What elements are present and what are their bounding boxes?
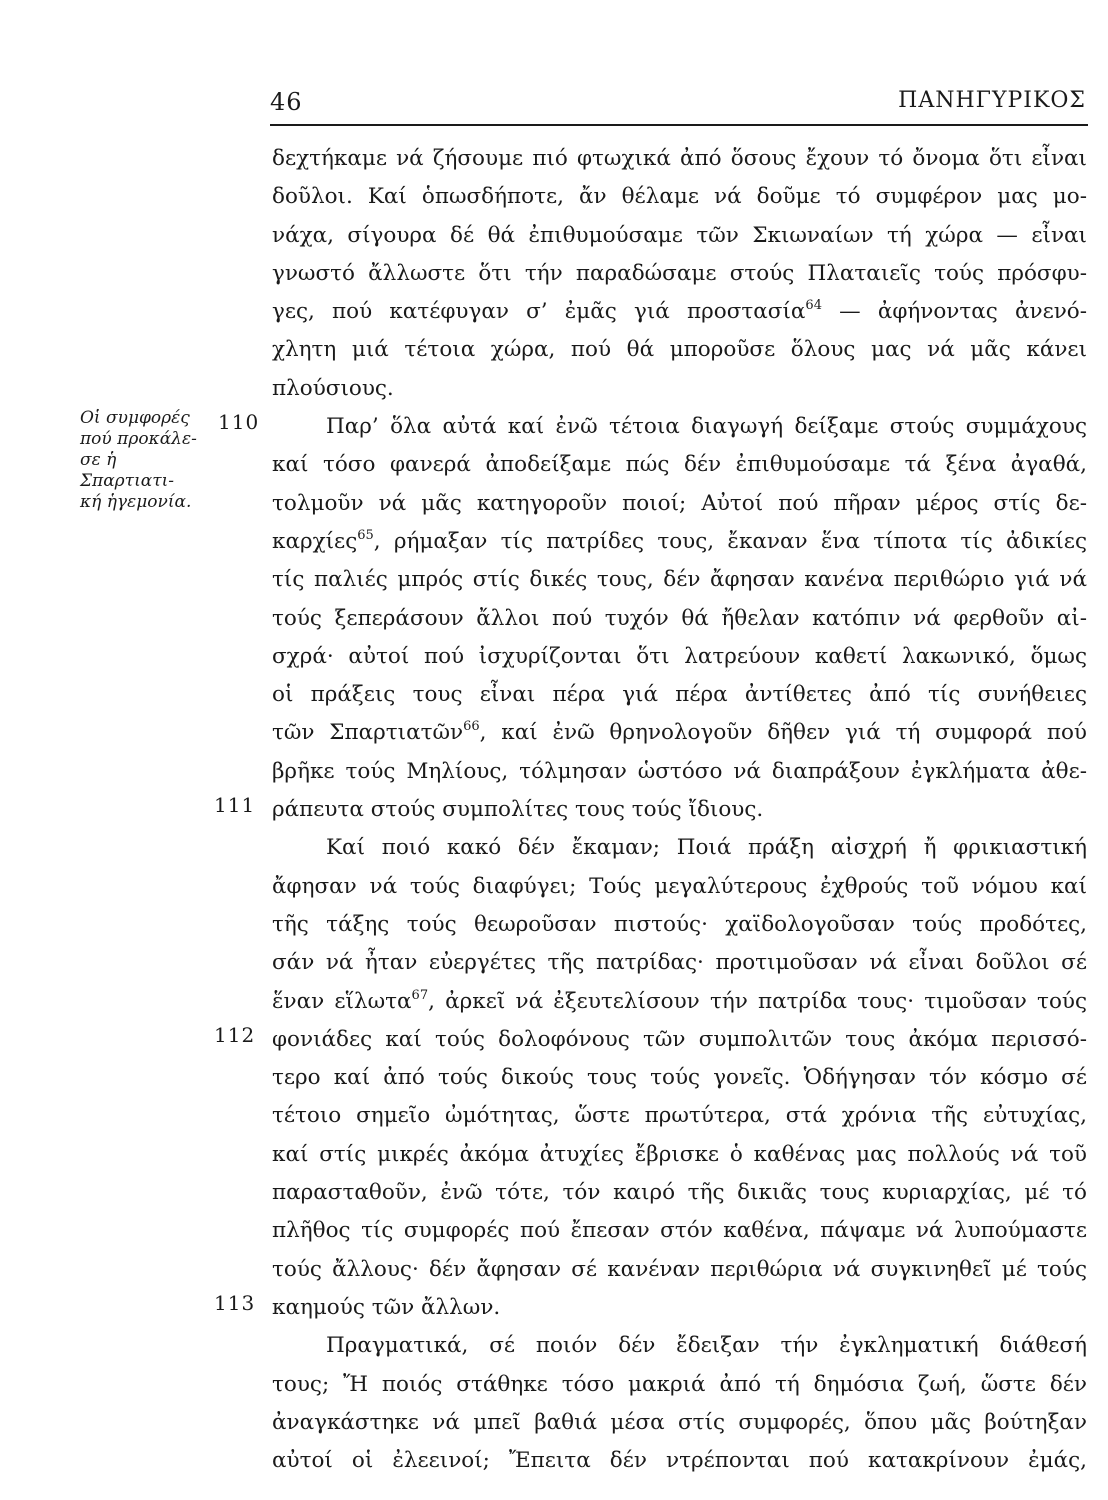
text-line: τους; Ἤ ποιός στάθηκε τόσο μακριά ἀπό τή δημόσια ζωή, ὥστε δέν	[272, 1371, 1087, 1397]
footnote-ref-65: 65	[357, 527, 374, 543]
text-segment: γες, πού κατέφυγαν σ’ ἐμᾶς γιά προστασία	[272, 299, 806, 325]
text-line: τολμοῦν νά μᾶς κατηγοροῦν ποιοί; Αὐτοί πού πῆραν μέρος στίς δε-	[272, 490, 1087, 516]
text-line	[272, 714, 1087, 752]
margin-note	[80, 408, 215, 513]
text-line: νάχα, σίγουρα δέ θά ἐπιθυμούσαμε τῶν Σκιωναίων τή χώρα — εἶναι	[272, 222, 1087, 248]
text-line: Παρ’ ὅλα αὐτά καί ἐνῶ τέτοια διαγωγή δείξαμε στούς συμμάχους	[326, 414, 1087, 440]
text-line: τερο καί ἀπό τούς δικούς τους τούς γονεῖς. Ὁδήγησαν τόν κόσμο σέ	[272, 1065, 1087, 1091]
text-line: πλῆθος τίς συμφορές πού ἔπεσαν στόν καθένα, πάψαμε νά λυπούμαστε	[272, 1218, 1087, 1244]
text-line: τέτοιο σημεῖο ὠμότητας, ὥστε πρωτύτερα, στά χρόνια τῆς εὐτυχίας,	[272, 1103, 1087, 1129]
text-segment: , ἀρκεῖ νά ἐξευτελίσουν τήν πατρίδα τους· τιμοῦσαν τούς	[428, 988, 1087, 1014]
text-line: ἀναγκάστηκε νά μπεῖ βαθιά μέσα στίς συμφορές, ὅπου μᾶς βούτηξαν	[272, 1409, 1087, 1435]
text-line: βρῆκε τούς Μηλίους, τόλμησαν ὡστόσο νά διαπράξουν ἐγκλήματα ἀθε-	[272, 758, 1087, 784]
text-line: καί τόσο φανερά ἀποδείξαμε πώς δέν ἐπιθυμούσαμε τά ξένα ἀγαθά,	[272, 452, 1087, 478]
text-line: καί στίς μικρές ἀκόμα ἀτυχίες ἔβρισκε ὁ καθένας μας πολλούς νά τοῦ	[272, 1141, 1087, 1167]
text-line: πλούσιους.	[272, 375, 394, 401]
text-line: παρασταθοῦν, ἐνῶ τότε, τόν καιρό τῆς δικιᾶς τους κυριαρχίας, μέ τό	[272, 1180, 1087, 1206]
running-title: ΠΑΝΗΓΥΡΙΚΟΣ	[898, 88, 1086, 113]
text-line: τῆς τάξης τούς θεωροῦσαν πιστούς· χαϊδολογοῦσαν τούς προδότες,	[272, 911, 1087, 937]
text-line: ράπευτα στούς συμπολίτες τους τούς ἴδιους.	[272, 797, 764, 823]
text-segment: — ἀφήνοντας ἀνενό-	[821, 299, 1087, 325]
text-line: τούς ἄλλους· δέν ἄφησαν σέ κανέναν περιθώρια νά συγκινηθεῖ μέ τούς	[272, 1256, 1087, 1282]
footnote-ref-64: 64	[805, 298, 822, 314]
text-line: αὐτοί οἱ ἐλεεινοί; Ἔπειτα δέν ντρέπονται πού κατακρίνουν ἐμάς,	[272, 1448, 1087, 1474]
main-text	[272, 140, 1087, 1480]
text-segment: ἕναν εἵλωτα	[272, 988, 412, 1014]
footnote-ref-67: 67	[411, 987, 429, 1003]
text-line: σχρά· αὐτοί πού ἰσχυρίζονται ὅτι λατρεύουν καθετί λακωνικό, ὅμως	[272, 643, 1087, 669]
text-line: οἱ πράξεις τους εἶναι πέρα γιά πέρα ἀντίθετες ἀπό τίς συνήθειες	[272, 682, 1087, 708]
page-number: 46	[270, 88, 303, 116]
text-line: Καί ποιό κακό δέν ἔκαμαν; Ποιά πράξη αἰσχρή ἤ φρικιαστική	[326, 835, 1087, 861]
margin-note-line: σε ἡ Σπαρτιατι-	[80, 450, 175, 491]
footnote-ref-66: 66	[463, 719, 480, 735]
section-number-110: 110	[218, 410, 260, 434]
section-number-111: 111	[214, 793, 256, 817]
text-line: φονιάδες καί τούς δολοφόνους τῶν συμπολιτῶν τους ἀκόμα περισσό-	[272, 1026, 1087, 1052]
text-line: χλητη μιά τέτοια χώρα, πού θά μποροῦσε ὅλους μας νά μᾶς κάνει	[272, 337, 1087, 363]
text-line	[272, 293, 1087, 331]
header-rule	[270, 124, 1088, 126]
text-line	[272, 983, 1087, 1021]
section-number-112: 112	[214, 1023, 256, 1047]
text-segment: καρχίες	[272, 528, 358, 554]
margin-note-line: πού προκάλε-	[80, 429, 197, 449]
text-line: γνωστό ἄλλωστε ὅτι τήν παραδώσαμε στούς Πλαταιεῖς τούς πρόσφυ-	[272, 260, 1087, 286]
text-segment: τῶν Σπαρτιατῶν	[272, 720, 464, 746]
text-line: Πραγματικά, σέ ποιόν δέν ἔδειξαν τήν ἐγκληματική διάθεσή	[326, 1333, 1087, 1359]
section-number-113: 113	[214, 1291, 256, 1315]
text-line: ἄφησαν νά τούς διαφύγει; Τούς μεγαλύτερους ἐχθρούς τοῦ νόμου καί	[272, 873, 1087, 899]
text-line: τούς ξεπεράσουν ἄλλοι πού τυχόν θά ἤθελαν κατόπιν νά φερθοῦν αἰ-	[272, 605, 1087, 631]
text-line: τίς παλιές μπρός στίς δικές τους, δέν ἄφησαν κανένα περιθώριο γιά νά	[272, 567, 1087, 593]
text-segment: , καί ἐνῶ θρηνολογοῦν δῆθεν γιά τή συμφορά πού	[479, 720, 1087, 746]
text-line: δοῦλοι. Καί ὁπωσδήποτε, ἄν θέλαμε νά δοῦμε τό συμφέρον μας μο-	[272, 184, 1087, 210]
text-line: δεχτήκαμε νά ζήσουμε πιό φτωχικά ἀπό ὅσους ἔχουν τό ὄνομα ὅτι εἶναι	[272, 146, 1087, 171]
text-line: καημούς τῶν ἄλλων.	[272, 1294, 501, 1320]
margin-note-line: Οἱ συμφορές	[80, 408, 190, 428]
text-segment: , ρήμαξαν τίς πατρίδες τους, ἔκαναν ἕνα τίποτα τίς ἀδικίες	[373, 528, 1087, 554]
text-line	[272, 523, 1087, 561]
text-line: σάν νά ἦταν εὐεργέτες τῆς πατρίδας· προτιμοῦσαν νά εἶναι δοῦλοι σέ	[272, 950, 1087, 976]
margin-note-line: κή ἡγεμονία.	[80, 492, 192, 512]
